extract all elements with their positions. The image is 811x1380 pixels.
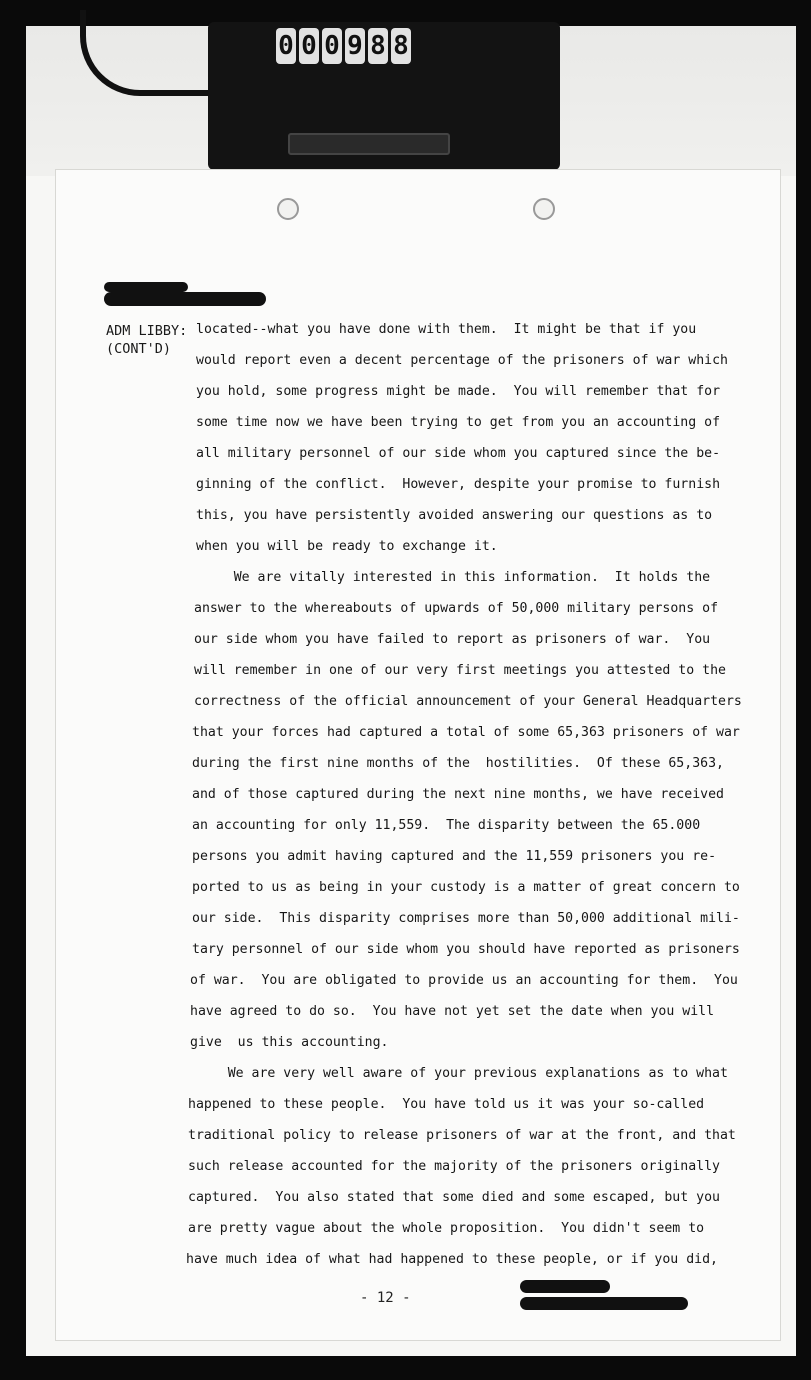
text-line: of war. You are obligated to provide us an accounting for them. You: [190, 973, 738, 988]
counter-digit: 8: [391, 28, 411, 64]
text-line: located--what you have done with them. It might be that if you: [196, 322, 697, 337]
text-line: and of those captured during the next nine months, we have received: [192, 787, 724, 802]
text-line: will remember in one of our very first meetings you attested to the: [194, 663, 726, 678]
redaction-mark: [520, 1280, 610, 1293]
redaction-mark: [104, 292, 266, 306]
text-line: happened to these people. You have told us it was your so-called: [188, 1097, 705, 1112]
redaction-mark: [104, 282, 188, 292]
text-line: tary personnel of our side whom you should have reported as prisoners: [192, 942, 740, 957]
text-line: We are very well aware of your previous explanations as to what: [188, 1066, 728, 1081]
speaker-label: ADM LIBBY: (CONT'D): [106, 323, 188, 357]
text-line: answer to the whereabouts of upwards of 50,000 military persons of: [194, 601, 719, 616]
counter-slot: [288, 133, 450, 155]
counter-digit: 9: [345, 28, 365, 64]
text-line: that your forces had captured a total of some 65,363 prisoners of war: [192, 725, 740, 740]
text-line: our side whom you have failed to report as prisoners of war. You: [194, 632, 711, 647]
text-line: have much idea of what had happened to these people, or if you did,: [186, 1252, 718, 1267]
page-number: - 12 -: [360, 1290, 411, 1306]
punch-hole: [533, 198, 555, 220]
text-line: ginning of the conflict. However, despite your promise to furnish: [196, 477, 721, 492]
text-line: you hold, some progress might be made. You will remember that for: [196, 384, 721, 399]
counter-digit: 0: [322, 28, 342, 64]
text-line: We are vitally interested in this information. It holds the: [194, 570, 711, 585]
text-line: correctness of the official announcement of your General Headquarters: [194, 694, 742, 709]
counter-cable: [80, 10, 226, 96]
text-line: an accounting for only 11,559. The disparity between the 65.000: [192, 818, 701, 833]
text-line: our side. This disparity comprises more than 50,000 additional mili-: [192, 911, 740, 926]
text-line: during the first nine months of the hostilities. Of these 65,363,: [192, 756, 724, 771]
text-line: are pretty vague about the whole proposition. You didn't seem to: [188, 1221, 705, 1236]
text-line: when you will be ready to exchange it.: [196, 539, 498, 554]
text-line: captured. You also stated that some died and some escaped, but you: [188, 1190, 720, 1205]
counter-digit: 0: [299, 28, 319, 64]
frame-counter: [276, 28, 462, 68]
text-line: give us this accounting.: [190, 1035, 389, 1050]
text-line: such release accounted for the majority of the prisoners originally: [188, 1159, 720, 1174]
counter-digit: 8: [368, 28, 388, 64]
text-line: traditional policy to release prisoners of war at the front, and that: [188, 1128, 736, 1143]
text-line: persons you admit having captured and the 11,559 prisoners you re-: [192, 849, 717, 864]
text-line: would report even a decent percentage of the prisoners of war which: [196, 353, 728, 368]
redaction-mark: [520, 1297, 688, 1310]
text-line: all military personnel of our side whom you captured since the be-: [196, 446, 721, 461]
text-line: this, you have persistently avoided answering our questions as to: [196, 508, 713, 523]
punch-hole: [277, 198, 299, 220]
text-line: ported to us as being in your custody is a matter of great concern to: [192, 880, 740, 895]
text-line: some time now we have been trying to get from you an accounting of: [196, 415, 721, 430]
text-line: have agreed to do so. You have not yet set the date when you will: [190, 1004, 715, 1019]
counter-digit: 0: [276, 28, 296, 64]
